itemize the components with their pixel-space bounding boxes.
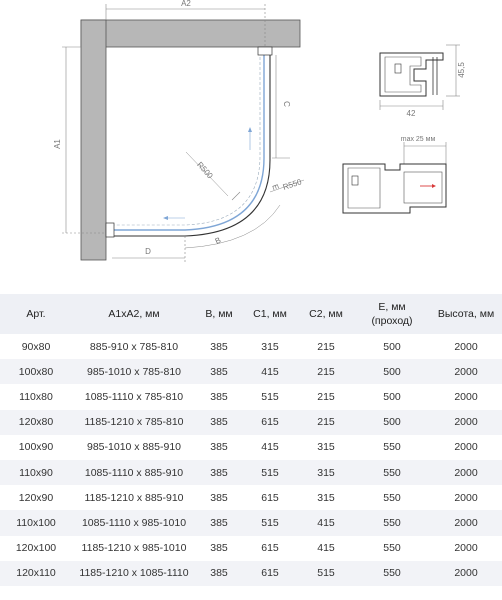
cell-b: 385 xyxy=(210,441,228,454)
cell-c2: 215 xyxy=(298,410,354,435)
cell-b: 385 xyxy=(196,460,242,485)
left-profile xyxy=(106,223,114,237)
top-profile xyxy=(258,47,272,55)
cell-b: 385 xyxy=(196,561,242,586)
cell-c1: 515 xyxy=(242,460,298,485)
profile-detail-top xyxy=(380,45,466,118)
cell-height: 2000 xyxy=(430,561,502,586)
cell-art: 110x90 xyxy=(0,460,72,485)
cell-height: 2000 xyxy=(430,460,502,485)
cell-art: 100x80 xyxy=(0,359,72,384)
cell-c1: 615 xyxy=(261,491,279,504)
cell-art: 110x100 xyxy=(0,510,72,535)
cell-b: 385 xyxy=(196,510,242,535)
enclosure-glass xyxy=(110,52,264,230)
cell-b: 385 xyxy=(196,359,242,384)
header-c2: C2, мм xyxy=(298,294,354,334)
cell-art: 120x110 xyxy=(0,561,72,586)
cell-height: 2000 xyxy=(454,340,478,353)
dim-42: 42 xyxy=(406,109,416,118)
cell-c1: 415 xyxy=(261,441,279,454)
cell-c2: 215 xyxy=(317,340,335,353)
table-header-row xyxy=(0,294,502,334)
cell-c2: 515 xyxy=(298,561,354,586)
cell-a1xa2: 985-1010 x 785-810 xyxy=(72,359,196,384)
cell-height: 2000 xyxy=(430,359,502,384)
cell-art: 120x80 xyxy=(0,410,72,435)
enclosure-inner xyxy=(110,52,260,225)
cell-a1xa2: 1085-1110 x 885-910 xyxy=(72,460,196,485)
table-row xyxy=(0,384,502,409)
header-e: E, мм (проход) xyxy=(354,294,430,334)
specs-body xyxy=(0,334,502,586)
cell-a1xa2: 885-910 x 785-810 xyxy=(89,340,179,353)
header-a1xa2: A1xA2, мм xyxy=(72,294,196,334)
cell-e: 500 xyxy=(354,359,430,384)
cell-c2: 215 xyxy=(298,359,354,384)
table-row xyxy=(0,435,502,460)
cell-height: 2000 xyxy=(454,542,478,555)
cell-art: 110x80 xyxy=(19,390,53,403)
cell-art: 120x100 xyxy=(15,542,57,555)
dim-d: D xyxy=(145,247,151,256)
table-row xyxy=(0,359,502,384)
cell-a1xa2: 985-1010 x 885-910 xyxy=(87,441,181,454)
cell-b: 385 xyxy=(210,491,228,504)
header-art: Арт. xyxy=(0,294,72,334)
specs-table xyxy=(0,294,502,586)
table-row xyxy=(0,460,502,485)
cell-height: 2000 xyxy=(454,491,478,504)
cell-a1xa2: 1085-1110 x 785-810 xyxy=(84,390,184,403)
cell-b: 385 xyxy=(196,410,242,435)
dim-r500: R500 xyxy=(195,160,215,181)
cell-e: 550 xyxy=(383,441,401,454)
profile-detail-bottom xyxy=(343,136,446,213)
dim-a2: A2 xyxy=(181,0,191,8)
left-wall xyxy=(81,20,106,260)
cell-e: 550 xyxy=(354,561,430,586)
cell-b: 385 xyxy=(210,340,228,353)
cell-b: 385 xyxy=(210,542,228,555)
cell-a1xa2: 1185-1210 x 985-1010 xyxy=(81,542,187,555)
table-row xyxy=(0,536,502,561)
cell-c1: 515 xyxy=(242,510,298,535)
cell-e: 550 xyxy=(383,491,401,504)
cell-c1: 615 xyxy=(242,410,298,435)
dim-45-5: 45,5 xyxy=(457,62,466,78)
table-row xyxy=(0,485,502,510)
cell-a1xa2: 1185-1210 x 1085-1110 xyxy=(72,561,196,586)
cell-c2: 215 xyxy=(317,390,335,403)
cell-e: 550 xyxy=(354,460,430,485)
cell-height: 2000 xyxy=(430,510,502,535)
cell-c1: 615 xyxy=(242,561,298,586)
header-c1: C1, мм xyxy=(242,294,298,334)
cell-b: 385 xyxy=(210,390,228,403)
table-row xyxy=(0,334,502,359)
cell-a1xa2: 1085-1110 x 985-1010 xyxy=(72,510,196,535)
cell-height: 2000 xyxy=(454,390,478,403)
cell-height: 2000 xyxy=(430,410,502,435)
top-wall xyxy=(81,20,300,47)
cell-c1: 415 xyxy=(242,359,298,384)
cell-c1: 315 xyxy=(261,340,279,353)
cell-c2: 415 xyxy=(317,542,335,555)
cell-height: 2000 xyxy=(454,441,478,454)
dim-r550: R550 xyxy=(281,177,303,192)
cell-e: 500 xyxy=(383,340,401,353)
cell-art: 90x80 xyxy=(21,340,51,353)
cell-e: 550 xyxy=(383,542,401,555)
dim-a1: A1 xyxy=(53,139,62,149)
table-row xyxy=(0,561,502,586)
cell-a1xa2: 1185-1210 x 885-910 xyxy=(84,491,184,504)
cell-c2: 415 xyxy=(298,510,354,535)
header-b: B, мм xyxy=(196,294,242,334)
table-row xyxy=(0,510,502,535)
header-height: Высота, мм xyxy=(430,294,502,334)
dim-max25: max 25 мм xyxy=(400,136,436,143)
cell-e: 550 xyxy=(354,510,430,535)
cell-a1xa2: 1185-1210 x 785-810 xyxy=(72,410,196,435)
cell-c2: 315 xyxy=(317,491,335,504)
cell-e: 500 xyxy=(354,410,430,435)
cell-c1: 515 xyxy=(261,390,279,403)
cell-art: 100x90 xyxy=(18,441,54,454)
cell-c2: 315 xyxy=(298,460,354,485)
cell-e: 500 xyxy=(383,390,401,403)
cell-c2: 315 xyxy=(317,441,335,454)
cell-art: 120x90 xyxy=(18,491,54,504)
cell-c1: 615 xyxy=(261,542,279,555)
technical-drawing xyxy=(0,0,502,290)
dim-e: E xyxy=(270,183,281,192)
dim-b: B xyxy=(213,235,223,246)
dim-c: C xyxy=(282,101,291,107)
table-row xyxy=(0,410,502,435)
